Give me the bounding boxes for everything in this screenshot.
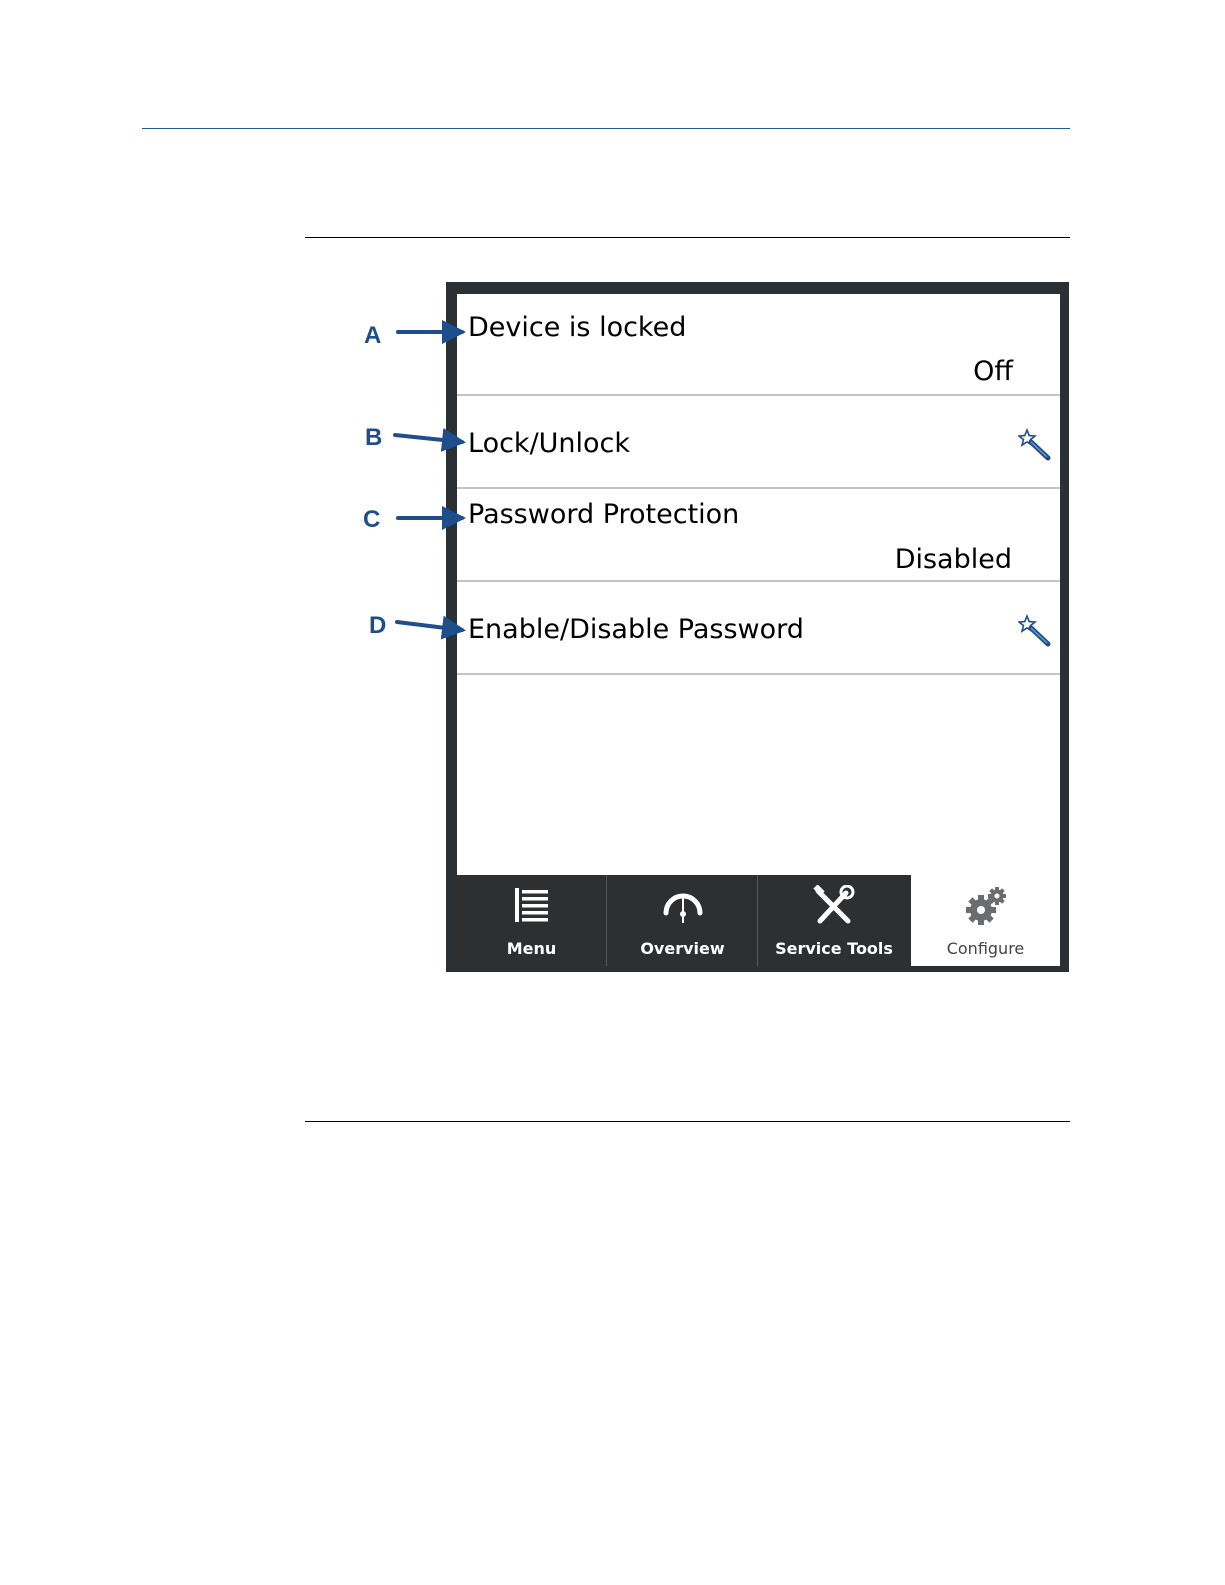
device-screen <box>457 294 1060 966</box>
tab-service-tools[interactable] <box>759 875 909 966</box>
setting-row-enable-disable-password[interactable] <box>457 582 1060 675</box>
setting-label: Enable/Disable Password <box>468 614 804 645</box>
header-rule <box>142 128 1070 129</box>
setting-row-device-locked[interactable] <box>457 294 1060 396</box>
callout-c: C <box>363 506 381 533</box>
setting-label: Lock/Unlock <box>468 428 631 459</box>
gears-icon <box>963 885 1009 927</box>
tab-label: Configure <box>946 939 1025 958</box>
setting-row-lock-unlock[interactable] <box>457 396 1060 489</box>
wand-icon[interactable] <box>1018 614 1052 648</box>
setting-label: Device is locked <box>468 312 687 343</box>
figure-bottom-rule <box>305 1121 1070 1122</box>
bottom-tab-bar <box>457 875 1060 966</box>
tab-label: Service Tools <box>775 939 893 958</box>
menu-list-icon <box>512 885 552 925</box>
tab-label: Menu <box>506 939 557 958</box>
setting-label: Password Protection <box>468 499 740 530</box>
callout-b: B <box>365 424 383 451</box>
tab-configure[interactable] <box>911 875 1060 966</box>
setting-value: Disabled <box>894 544 1012 575</box>
setting-value: Off <box>973 356 1013 387</box>
gauge-icon <box>661 885 705 925</box>
tab-overview[interactable] <box>608 875 758 966</box>
device-frame <box>446 282 1069 972</box>
tab-menu[interactable] <box>457 875 607 966</box>
wand-icon[interactable] <box>1018 428 1052 462</box>
tab-label: Overview <box>640 939 725 958</box>
callout-d: D <box>369 612 387 639</box>
tools-icon <box>812 885 856 927</box>
figure-top-rule <box>305 237 1070 238</box>
setting-row-password-protection[interactable] <box>457 489 1060 582</box>
callout-a: A <box>364 322 382 349</box>
